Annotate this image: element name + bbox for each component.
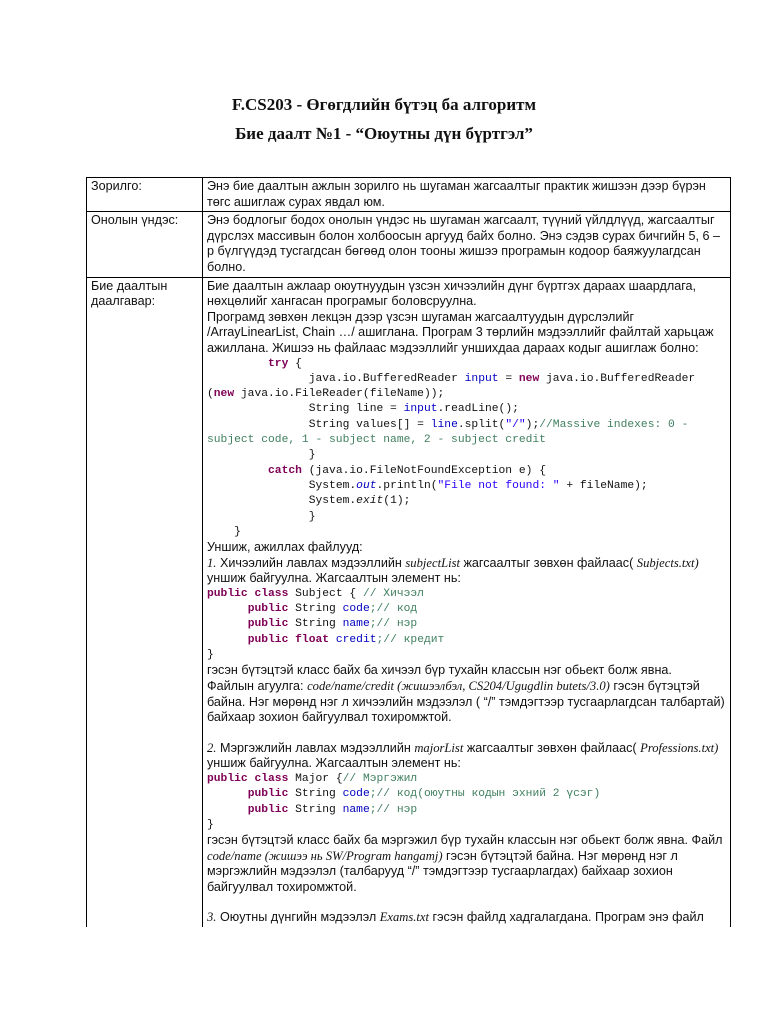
file3-text: гэсэн файлд хадгалагдана. Програм энэ файл xyxy=(432,910,704,925)
file1-number: 1. xyxy=(207,555,217,570)
file1-text: Файлын агуулга: xyxy=(207,678,304,693)
code-token: name xyxy=(342,803,370,816)
code-token: exit xyxy=(356,495,384,508)
file2-text: гэсэн бүтэцтэй байна. Нэг мөрөнд нэг л мэргэжлийн мэдээлэл (талбарууд “/” тэмдэгтээр тусгаарлагдах) байхаар зохион байгуулвал тохиромжтой. xyxy=(207,848,678,894)
code-token: String line = xyxy=(308,403,397,416)
theory-row xyxy=(87,212,731,277)
code-token: String xyxy=(295,788,336,801)
code-keyword: class xyxy=(254,587,289,600)
file2-text: уншиж байгуулна. Жагсаалтын элемент нь: xyxy=(207,756,461,771)
code-keyword: public xyxy=(207,587,248,600)
code-token: code xyxy=(342,788,370,801)
code-token: Major { xyxy=(295,772,343,785)
file3-filename: Exams.txt xyxy=(379,910,430,925)
code-token: (1); xyxy=(383,495,411,508)
code-token: out xyxy=(356,479,377,492)
goal-text: Энэ бие даалтын ажлын зорилго нь шугаман жагсаалтыг практик жишээн дээр бүрэн төгс ашиглаж сурах явдал юм. xyxy=(203,178,731,212)
code-token: String xyxy=(295,803,336,816)
file2-class-desc xyxy=(207,833,726,895)
file3-number: 3. xyxy=(207,910,217,925)
file1-text: гэсэн бүтэцтэй байна. Нэг мөрөнд нэг л хичээлийн мэдээлэл ( “/” тэмдэгтээр тусгаарлагдсан талбартай) байхаар зохион байгуулвал тохиромжтой. xyxy=(207,678,725,725)
code-token: .split( xyxy=(457,418,506,431)
file2-text: гэсэн бүтэцтэй класс байх ба мэргэжил бүр тухайн классын нэг обьект болж явна. Файл xyxy=(207,833,723,848)
major-class-code: public class Major {// Мэргэжил public String code;// код(оюутны кодын эхний 2 үсэг) public String name;// нэр } xyxy=(207,772,601,831)
code-token: input xyxy=(403,403,438,416)
subject-class-code: public class Subject { // Хичээл public String code;// код public String name;// нэр public float credit;// кредит } xyxy=(207,587,445,662)
code-token: credit xyxy=(335,633,377,646)
file1-text: Хичээлийн лавлах мэдээллийн xyxy=(219,555,402,570)
code-token: + fileName); xyxy=(566,479,648,492)
task-content xyxy=(203,277,731,927)
file2-number: 2. xyxy=(207,740,217,755)
code-keyword: new xyxy=(213,388,235,401)
code-comment: //Massive indexes: 0 - xyxy=(539,418,689,431)
code-keyword: public xyxy=(247,803,289,816)
file3-description xyxy=(207,910,726,926)
code-keyword: try xyxy=(268,357,289,370)
code-comment: ;// код(оюутны кодын эхний 2 үсэг) xyxy=(369,788,601,801)
code-token: java.io.BufferedReader xyxy=(546,372,696,385)
file1-class-desc: гэсэн бүтэцтэй класс байх ба хичээл бүр тухайн классын нэг обьект болж явна. xyxy=(207,663,672,678)
file1-description xyxy=(207,556,726,587)
code-token: System. xyxy=(308,495,357,508)
task-intro-2: Програмд зөвхөн лекцэн дээр үзсэн шугаман жагсаалтуудын дүрслэлийг /ArrayLinearList, Chain …/ ашиглана. Програм 3 төрлийн мэдээллийг файлтай харьцаж ажиллана. Жишээ нь файлаас мэдээллийг уншихдаа дараах кодыг ашиглаж болно: xyxy=(207,309,714,355)
code-keyword: public xyxy=(247,603,289,616)
code-keyword: float xyxy=(295,633,330,646)
code-string: "/" xyxy=(505,418,526,431)
code-comment: ;// кредит xyxy=(376,633,445,646)
code-keyword: public xyxy=(247,633,289,646)
code-token: name xyxy=(342,618,370,631)
code-token: ); xyxy=(525,418,540,431)
file1-format-example: code/name/credit (жишээлбэл, CS204/Ugugdlin butets/3.0) xyxy=(307,678,610,693)
code-token: line xyxy=(430,418,458,431)
task-intro-1: Бие даалтын ажлаар оюутнуудын үзсэн хичээлийн дүнг бүртгэх дараах шаардлага, нөхцөлийг хангасан програмыг боловсруулна. xyxy=(207,278,697,309)
file1-format xyxy=(207,679,726,726)
code-keyword: catch xyxy=(268,464,302,477)
file3-text: Оюутны дүнгийн мэдээлэл xyxy=(219,910,377,925)
code-token: java.io.BufferedReader xyxy=(308,372,458,385)
spacer xyxy=(207,895,726,910)
code-keyword: class xyxy=(254,772,289,785)
code-comment: // Хичээл xyxy=(362,587,424,600)
code-comment: ;// нэр xyxy=(369,803,418,816)
code-keyword: new xyxy=(518,372,540,385)
code-token: .readLine(); xyxy=(437,403,519,416)
file2-format-example: code/name (жишээ нь SW/Program hangamj) xyxy=(207,848,443,863)
goal-row xyxy=(87,178,731,212)
theory-label: Онолын үндэс: xyxy=(87,212,203,277)
code-token: String values[] = xyxy=(308,418,424,431)
goal-label: Зорилго: xyxy=(87,178,203,212)
theory-text: Энэ бодлогыг бодох онолын үндэс нь шугаман жагсаалт, түүний үйлдлүүд, жагсаалтыг дүрслэх массивын болон холбоосын аргууд байх болно. Энэ сэдэв сурах бичгийн 5, 6 – р бүлгүүдэд тусгагдсан бөгөөд олон тооны жишээ програмын кодоор баяжуулагдсан болно. xyxy=(203,212,731,277)
code-token: Subject { xyxy=(295,587,357,600)
task-label: Бие даалтын даалгавар: xyxy=(87,277,203,927)
file2-filename: Professions.txt) xyxy=(640,740,719,755)
files-heading: Уншиж, ажиллах файлууд: xyxy=(207,540,363,555)
code-token: java.io.FileReader(fileName)); xyxy=(240,388,445,401)
assignment-table xyxy=(86,177,731,927)
file2-list-name: majorList xyxy=(414,740,464,755)
code-keyword: public xyxy=(247,618,289,631)
code-keyword: public xyxy=(247,788,289,801)
document-title: F.CS203 - Өгөгдлийн бүтэц ба алгоритм xyxy=(231,95,537,114)
file-reader-code: try { java.io.BufferedReader input = new java.io.BufferedReader (new java.io.FileReader(fileName)); String line = input.readLine(); String values[] = line.split("/");//Massive indexes: 0 - subject code, 1 - subject name, 2 - subject credit } catch (java.io.FileNotFoundException e) { System.out.println("File not found: " + fileName); System.exit(1); } } xyxy=(207,357,696,538)
document-subtitle: Бие даалт №1 - “Оюутны дүн бүртгэл” xyxy=(235,124,533,143)
code-token: input xyxy=(464,372,499,385)
file2-text: жагсаалтыг зөвхөн файлаас( xyxy=(466,740,637,755)
code-token: .println( xyxy=(376,479,438,492)
file1-text: жагсаалтыг зөвхөн файлаас( xyxy=(463,555,634,570)
file1-filename: Subjects.txt) xyxy=(636,555,699,570)
code-token: (java.io.FileNotFoundException e) { xyxy=(308,464,546,477)
file2-text: Мэргэжлийн лавлах мэдээллийн xyxy=(219,740,411,755)
code-token: String xyxy=(295,603,336,616)
file1-text: уншиж байгуулна. Жагсаалтын элемент нь: xyxy=(207,571,461,586)
code-comment: subject code, 1 - subject name, 2 - subject credit xyxy=(207,434,546,447)
spacer xyxy=(207,726,726,741)
code-comment: ;// код xyxy=(369,603,418,616)
code-string: "File not found: " xyxy=(437,479,560,492)
code-keyword: public xyxy=(207,772,248,785)
code-comment: ;// нэр xyxy=(369,618,418,631)
file1-list-name: subjectList xyxy=(405,555,460,570)
code-token: System. xyxy=(308,479,357,492)
code-comment: // Мэргэжил xyxy=(342,772,418,785)
code-token: String xyxy=(295,618,336,631)
code-token: code xyxy=(342,603,370,616)
task-row xyxy=(87,277,731,927)
file2-description xyxy=(207,741,726,772)
